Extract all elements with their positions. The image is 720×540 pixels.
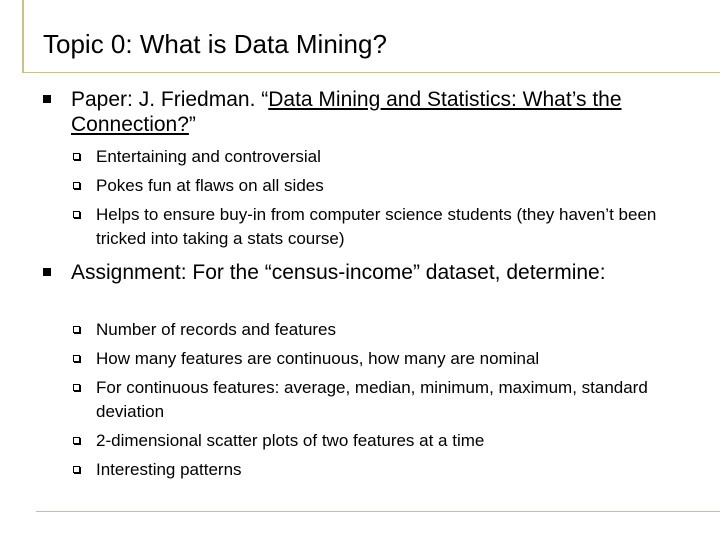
- title-underline-rule: [22, 72, 720, 73]
- hollow-square-bullet-icon: [73, 437, 80, 444]
- square-bullet-icon: [43, 268, 51, 276]
- paper-title-link[interactable]: Data Mining and Statistics: What’s the Connection?: [71, 88, 622, 136]
- hollow-square-bullet-icon: [73, 211, 80, 218]
- hollow-square-bullet-icon: [73, 153, 80, 160]
- hollow-square-bullet-icon: [73, 466, 80, 473]
- bullet-paper: [71, 87, 691, 137]
- paper-suffix: ”: [188, 113, 196, 136]
- subitem-continuous-nominal: How many features are continuous, how many are nominal: [96, 349, 540, 368]
- square-bullet-icon: [43, 95, 51, 103]
- subitem-buy-in: Helps to ensure buy-in from computer science students (they haven’t been tricked into taking a stats course): [96, 205, 657, 248]
- subitem-entertaining: Entertaining and controversial: [96, 147, 321, 166]
- title-vertical-rule: [22, 0, 24, 72]
- slide-title: Topic 0: What is Data Mining?: [43, 29, 387, 59]
- bullet-assignment: Assignment: For the “census-income” dataset, determine:: [71, 261, 606, 284]
- subitem-statistics: For continuous features: average, median, minimum, maximum, standard deviation: [96, 378, 648, 421]
- subitem-scatter-plots: 2-dimensional scatter plots of two features at a time: [96, 431, 485, 450]
- subitem-records-features: Number of records and features: [96, 320, 337, 339]
- footer-rule: [36, 511, 720, 512]
- hollow-square-bullet-icon: [73, 326, 80, 333]
- subitem-pokes-fun: Pokes fun at flaws on all sides: [96, 176, 324, 195]
- subitem-patterns: Interesting patterns: [96, 460, 242, 479]
- hollow-square-bullet-icon: [73, 384, 80, 391]
- paper-prefix: Paper: J. Friedman. “: [71, 88, 269, 111]
- hollow-square-bullet-icon: [73, 182, 80, 189]
- hollow-square-bullet-icon: [73, 355, 80, 362]
